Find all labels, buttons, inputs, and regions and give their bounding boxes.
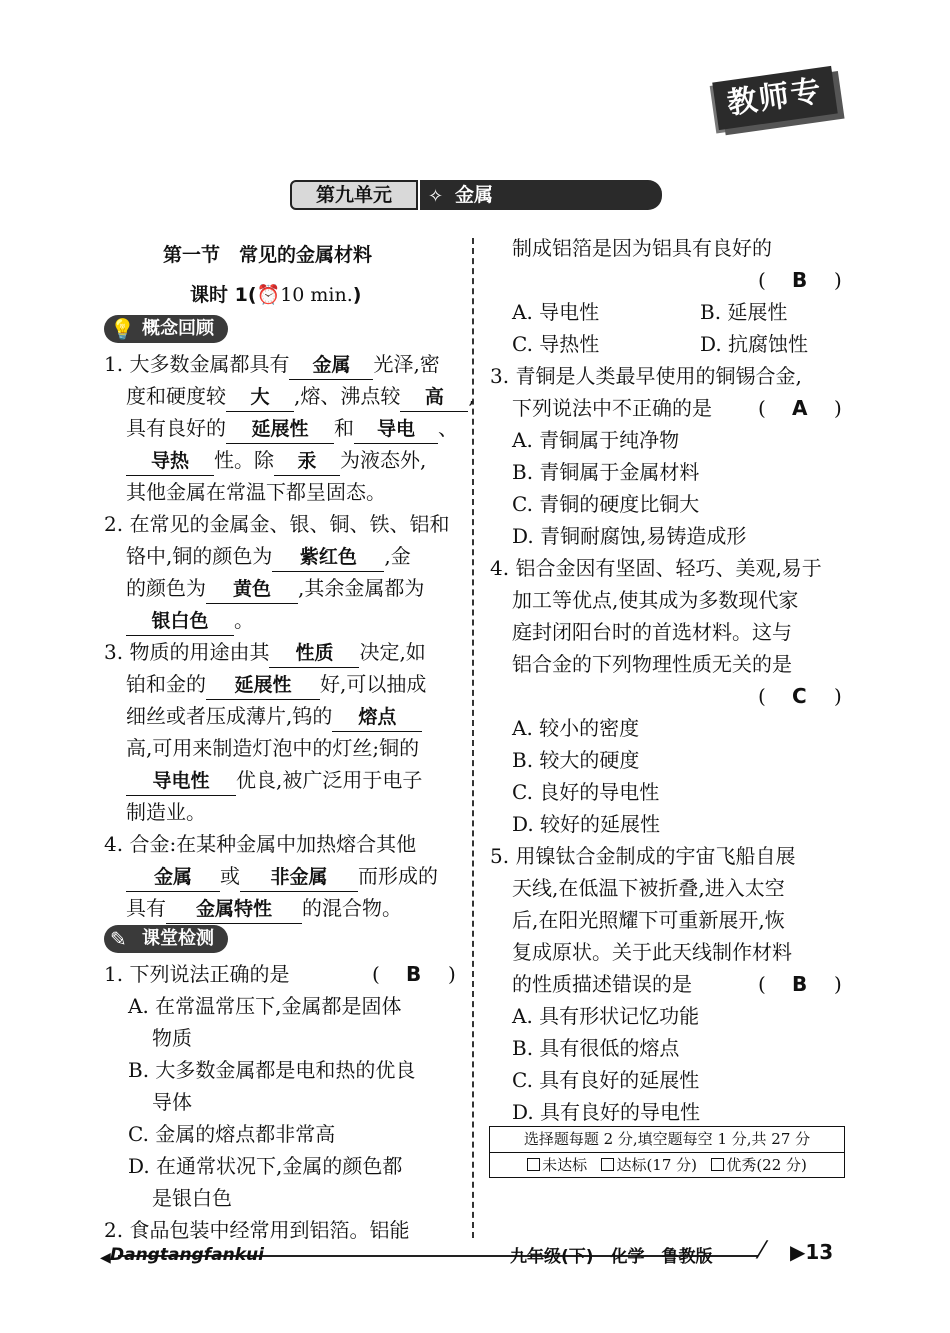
blank: 汞	[274, 447, 340, 476]
score-rule: 选择题每题 2 分,填空题每空 1 分,共 27 分	[523, 1130, 811, 1148]
cq5-option-c: C. 具有良好的延展性	[512, 1068, 700, 1092]
pencil-icon: ✎	[110, 927, 127, 951]
cq2-option-c: C. 导热性	[512, 332, 600, 356]
unit-title: 金属	[455, 184, 494, 206]
q2-line4: 银白色 。	[126, 604, 254, 636]
q2-line3: 的颜色为 黄色 ,其余金属都为	[126, 572, 424, 604]
blank: 紫红色	[272, 543, 384, 572]
blank: 黄色	[206, 575, 298, 604]
section-title: 第一节 常见的金属材料	[163, 244, 373, 266]
cq2-option-b: B. 延展性	[700, 300, 788, 324]
q3-line1: 3. 物质的用途由其 性质 决定,如	[104, 636, 426, 668]
cq3-option-a: A. 青铜属于纯净物	[512, 428, 680, 452]
cq4-line4: 铝合金的下列物理性质无关的是	[512, 652, 792, 676]
q1-line2: 度和硬度较 大 ,熔、沸点较 高 ,	[126, 380, 475, 412]
blank: 金属	[289, 351, 373, 380]
clock-icon: ⏰	[256, 284, 281, 306]
unit-title-bar	[420, 180, 662, 210]
q4-line3: 具有 金属特性 的混合物。	[126, 892, 402, 924]
cq2-option-d: D. 抗腐蚀性	[700, 332, 809, 356]
cq5-line5: 的性质描述错误的是	[512, 972, 692, 996]
lightbulb-icon: 💡	[110, 317, 135, 341]
q2-line2: 铬中,铜的颜色为 紫红色 ,金	[126, 540, 411, 572]
cq4-option-d: D. 较好的延展性	[512, 812, 661, 836]
blank: 导电性	[126, 767, 236, 796]
q3-line4: 高,可用来制造灯泡中的灯丝;铜的	[126, 736, 420, 760]
cq3-option-d: D. 青铜耐腐蚀,易铸造成形	[512, 524, 747, 548]
cq5-option-d: D. 具有良好的导电性	[512, 1100, 701, 1124]
cq1-option-b-cont: 导体	[152, 1090, 192, 1114]
cq4-option-c: C. 良好的导电性	[512, 780, 660, 804]
q1-line5: 其他金属在常温下都呈固态。	[126, 480, 386, 504]
blank: 大	[226, 383, 294, 412]
cq4-option-b: B. 较大的硬度	[512, 748, 640, 772]
q3-line2: 铂和金的 延展性 好,可以抽成	[126, 668, 426, 700]
cq1-option-b: B. 大多数金属都是电和热的优良	[128, 1058, 416, 1082]
cq1-option-a-cont: 物质	[152, 1026, 192, 1050]
q2-line1: 2. 在常见的金属金、银、铜、铁、铝和	[104, 512, 450, 536]
cq2-option-a: A. 导电性	[512, 300, 600, 324]
cq5-line3: 后,在阳光照耀下可重新展开,恢	[512, 908, 785, 932]
checkbox[interactable]	[527, 1158, 540, 1171]
cq5-option-a: A. 具有形状记忆功能	[512, 1004, 700, 1028]
cq1-stem: 1. 下列说法正确的是	[104, 962, 290, 986]
cq1-option-d-cont: 是银白色	[152, 1186, 232, 1210]
checkbox[interactable]	[601, 1158, 614, 1171]
blank: 导热	[126, 447, 214, 476]
score-options: 未达标 达标(17 分) 优秀(22 分)	[490, 1152, 844, 1178]
cq1-option-c: C. 金属的熔点都非常高	[128, 1122, 336, 1146]
cq4-line2: 加工等优点,使其成为多数现代家	[512, 588, 799, 612]
blank: 金属	[126, 863, 220, 892]
blank: 延展性	[206, 671, 320, 700]
cq4-option-a: A. 较小的密度	[512, 716, 640, 740]
blank: 性质	[269, 639, 359, 668]
q1-line4: 导热 性。除 汞 为液态外,	[126, 444, 426, 476]
q3-line6: 制造业。	[126, 800, 206, 824]
book-info: 九年级(下) 化学 鲁教版	[510, 1247, 713, 1267]
cq1-option-a: A. 在常温常压下,金属都是固体	[128, 994, 402, 1018]
blank: 导电	[354, 415, 438, 444]
cq3-line1: 3. 青铜是人类最早使用的铜锡合金,	[490, 364, 802, 388]
q1-line1: 1. 大多数金属都具有 金属 光泽,密	[104, 348, 440, 380]
sparkle-icon: ✧	[428, 186, 444, 207]
cq5-option-b: B. 具有很低的熔点	[512, 1036, 680, 1060]
q3-line5: 导电性 优良,被广泛用于电子	[126, 764, 422, 796]
cq4-line1: 4. 铝合金因有坚固、轻巧、美观,易于	[490, 556, 822, 580]
unit-label: 第九单元	[290, 180, 418, 210]
cq2-line1: 2. 食品包装中经常用到铝箔。铝能	[104, 1218, 410, 1242]
unit-header	[290, 180, 662, 210]
q1-line3: 具有良好的 延展性 和 导电 、	[126, 412, 458, 444]
blank: 银白色	[126, 607, 234, 636]
cq1-option-d: D. 在通常状况下,金属的颜色都	[128, 1154, 403, 1178]
slash-decoration: ⁄	[760, 1236, 765, 1264]
blank: 延展性	[226, 415, 334, 444]
checkbox[interactable]	[711, 1158, 724, 1171]
q4-line1: 4. 合金:在某种金属中加热熔合其他	[104, 832, 417, 856]
left-arrow-icon: ◀	[100, 1250, 111, 1266]
blank: 高	[400, 383, 468, 412]
cq3-line2: 下列说法中不正确的是	[512, 396, 712, 420]
concept-review-badge: 💡 概念回顾	[104, 315, 228, 343]
cq4-line3: 庭封闭阳台时的首选材料。这与	[512, 620, 792, 644]
classroom-check-badge: ✎ 课堂检测	[104, 925, 228, 953]
q3-line3: 细丝或者压成薄片,钨的 熔点	[126, 700, 422, 732]
blank: 金属特性	[166, 895, 302, 924]
blank: 熔点	[332, 703, 422, 732]
cq3-option-c: C. 青铜的硬度比铜大	[512, 492, 700, 516]
teacher-only-stamp: 教师专用	[712, 66, 838, 130]
cq2-line2: 制成铝箔是因为铝具有良好的	[512, 236, 772, 260]
cq5-line4: 复成原状。关于此天线制作材料	[512, 940, 792, 964]
q4-line2: 金属 或 非金属 而形成的	[126, 860, 438, 892]
cq5-line2: 天线,在低温下被折叠,进入太空	[512, 876, 785, 900]
brand-logo: Dangtangfankui	[110, 1245, 264, 1265]
cq3-option-b: B. 青铜属于金属材料	[512, 460, 700, 484]
page-number: ▶13	[790, 1240, 834, 1264]
lesson-info: 课时 1(⏰10 min.)	[190, 284, 362, 306]
score-box	[489, 1126, 845, 1178]
cq5-line1: 5. 用镍钛合金制成的宇宙飞船自展	[490, 844, 796, 868]
blank: 非金属	[240, 863, 358, 892]
